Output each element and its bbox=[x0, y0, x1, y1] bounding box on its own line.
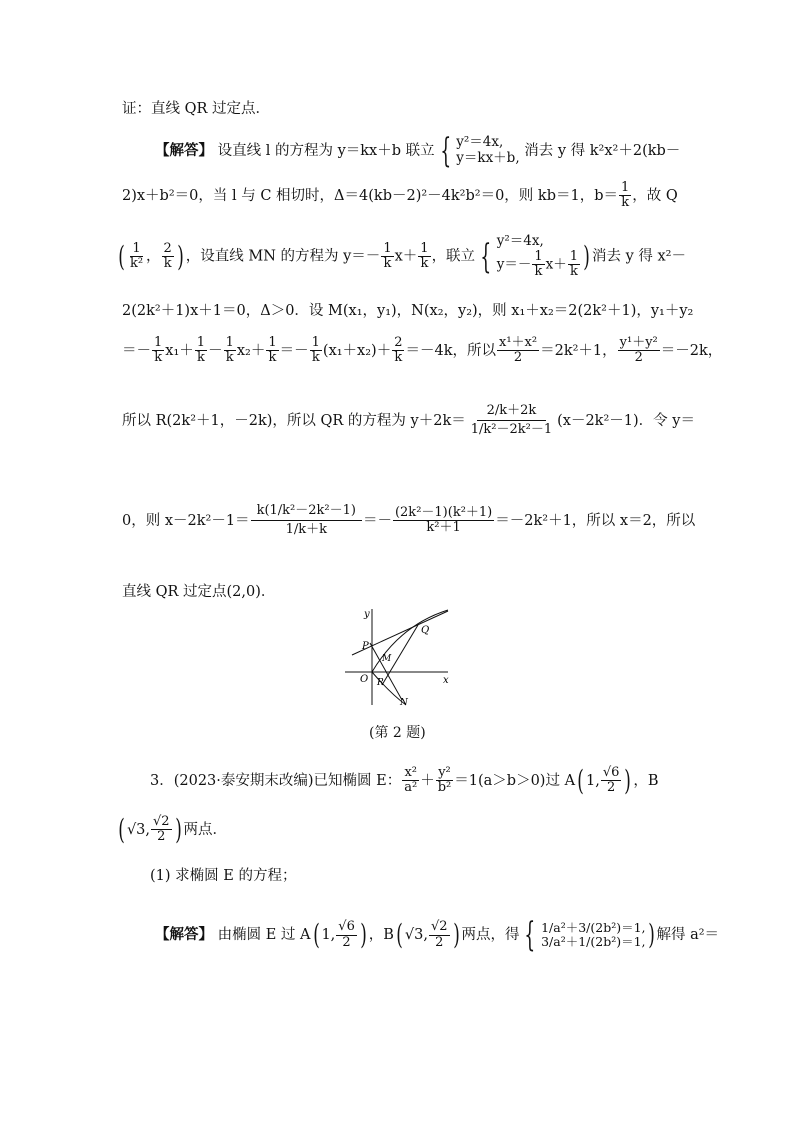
l8-num2: (2k²－1)(k²＋1) bbox=[394, 505, 493, 520]
p3-sqrt2: √2 bbox=[153, 814, 170, 829]
l4-n3: 1 bbox=[534, 248, 543, 264]
l6-d5: k bbox=[311, 350, 320, 366]
line-6 bbox=[122, 336, 722, 366]
l4-f1d: k² bbox=[129, 256, 144, 272]
l6-a: ＝－ bbox=[122, 342, 151, 359]
l4-d2: k bbox=[420, 256, 429, 272]
s3-c1: 1, bbox=[321, 927, 336, 943]
line-9: 直线 QR 过定点(2,0)． bbox=[122, 584, 276, 600]
s3-sqrt6: √6 bbox=[338, 919, 355, 935]
label-n: N bbox=[400, 698, 408, 708]
l4-a: ，设直线 MN 的方程为 y＝－ bbox=[185, 248, 381, 265]
l6-x1: x₁＋ bbox=[165, 342, 194, 359]
p3-y: y² bbox=[438, 765, 451, 780]
l6-c: (x₁＋x₂)＋ bbox=[322, 342, 392, 359]
solve-tag: 【解答】 bbox=[155, 142, 213, 159]
l4-n1: 1 bbox=[383, 240, 392, 256]
line-7 bbox=[122, 402, 695, 440]
l6-f-num: y¹＋y² bbox=[619, 335, 658, 350]
l4-sys2b: x＋ bbox=[545, 255, 567, 272]
l6-n6: 2 bbox=[394, 335, 403, 350]
l8-c: ＝－2k²＋1，所以 x＝2，所以 bbox=[495, 512, 696, 529]
l7-num: 2/k＋2k bbox=[477, 402, 547, 421]
s3-a: 由椭圆 E 过 A bbox=[217, 927, 311, 943]
l4-f1n: 1 bbox=[132, 240, 141, 256]
s3-eq2: 3/a²＋1/(2b²)＝1, bbox=[541, 934, 646, 949]
line-8 bbox=[122, 502, 695, 540]
s3-d: 解得 a²＝ bbox=[656, 927, 720, 943]
l2-a: 设直线 l 的方程为 y＝kx＋b 联立 bbox=[217, 143, 435, 159]
l4-d3: k bbox=[534, 263, 543, 279]
l4-d1: k bbox=[383, 256, 392, 272]
label-r: R bbox=[377, 678, 384, 688]
label-o: O bbox=[360, 674, 369, 685]
l4-b: x＋ bbox=[394, 248, 418, 265]
s3-sqrt2: √2 bbox=[430, 919, 448, 935]
l4-d: 消去 y 得 x²－ bbox=[591, 248, 686, 265]
l6-f-den: 2 bbox=[634, 350, 643, 366]
line-5: 2(2k²＋1)x＋1＝0，Δ＞0．设 M(x₁，y₁)，N(x₂，y₂)，则 x₁＋x₂＝2(2k²＋1)，y₁＋y₂ bbox=[122, 303, 694, 319]
p3-a: 3．(2023·泰安期末改编)已知椭圆 E： bbox=[150, 772, 402, 789]
line-2: 【解答】 设直线 l 的方程为 y＝kx＋b 联立 { y²＝4x, y＝kx＋b, 消去 y 得 k²x²＋2(kb－ bbox=[155, 131, 681, 171]
s3-2b: 2 bbox=[435, 934, 444, 950]
label-m: M bbox=[382, 654, 392, 664]
label-x: x bbox=[443, 675, 449, 686]
s3-b: ，B bbox=[368, 927, 394, 943]
l2-sys1: y²＝4x, bbox=[456, 134, 504, 151]
problem-3-line-2: ( √3, $\frac{√2}{2}$ ) 两点． bbox=[118, 812, 228, 846]
l3-a: 2)x＋b²＝0，当 l 与 C 相切时，Δ＝4(kb－2)²－4k²b²＝0，则 kb＝1，b＝ bbox=[122, 187, 618, 204]
p3-b2: b² bbox=[437, 780, 452, 796]
label-y: y bbox=[364, 609, 370, 620]
line-1: 证：直线 QR 过定点． bbox=[122, 101, 271, 117]
line-4: ( $\frac{1}{\text{k²}}$ ， $\frac{2}{k}$ ) ，设直线 MN 的方程为 y＝－ $\frac{1}{k}$ x＋ $\frac{1}{k}$ ，联立 { y²＝4x, y＝－ $\frac{1}{k}$ x＋ $\frac{1}{k}$ ) 消去 y 得 x²－ bbox=[118, 233, 686, 279]
l8-num1: k(1/k²－2k²－1) bbox=[251, 502, 362, 521]
figure-caption: (第 2 题) bbox=[369, 725, 426, 741]
s3-e: √3, bbox=[404, 927, 428, 943]
l6-d1: k bbox=[154, 350, 163, 366]
s3-eq1: 1/a²＋3/(2b²)＝1, bbox=[541, 919, 646, 935]
label-p: P bbox=[362, 641, 369, 652]
p3-c: 1, bbox=[585, 772, 600, 789]
l4-f2n: 2 bbox=[163, 240, 172, 256]
p3-a2: a² bbox=[404, 780, 418, 796]
l7-den: 1/k²－2k²－1 bbox=[470, 422, 553, 438]
l4-c: ，联立 bbox=[431, 248, 476, 265]
l6-d3: k bbox=[225, 350, 234, 366]
l6-d6: k bbox=[394, 350, 403, 366]
l4-sys2: y＝－ bbox=[496, 255, 532, 272]
l6-n4: 1 bbox=[268, 335, 277, 350]
line-3 bbox=[122, 181, 678, 211]
l4-comma: ， bbox=[146, 248, 161, 265]
l6-n1: 1 bbox=[154, 335, 163, 350]
l4-n4: 1 bbox=[569, 248, 579, 264]
l6-m: － bbox=[208, 342, 223, 359]
l6-x2: x₂＋ bbox=[236, 342, 266, 359]
l8-den2: k²＋1 bbox=[426, 520, 461, 536]
l4-sys1: y²＝4x, bbox=[496, 233, 544, 249]
s3-2a: 2 bbox=[342, 934, 351, 950]
l3-num: 1 bbox=[621, 180, 630, 195]
p3-x: x² bbox=[404, 765, 417, 780]
l6-n2: 1 bbox=[196, 335, 206, 350]
l4-f2d: k bbox=[163, 256, 172, 272]
l8-den1: 1/k＋k bbox=[285, 522, 327, 538]
l3-den: k bbox=[621, 195, 630, 211]
l6-n5: 1 bbox=[311, 335, 320, 350]
l6-n3: 1 bbox=[225, 335, 234, 350]
l6-e-num: x¹＋x² bbox=[499, 335, 538, 350]
p3-e: √3, bbox=[126, 821, 151, 838]
p3-sqrt6: √6 bbox=[602, 765, 620, 780]
l6-d4: k bbox=[268, 350, 277, 366]
p3-b: ＝1(a＞b＞0)过 A bbox=[454, 772, 576, 789]
problem-3-line-1: 3．(2023·泰安期末改编)已知椭圆 E： $\frac{\text{x²}}{\text{a²}}$ ＋ $\frac{\text{y²}}{\text{b²}}$ ＝1(a＞b＞0)过 A( 1, $\frac{√6}{2}$ ) ，B bbox=[150, 763, 659, 797]
l7-b: (x－2k²－1)．令 y＝ bbox=[557, 412, 695, 429]
l6-b: ＝－ bbox=[279, 342, 309, 359]
question-1: (1) 求椭圆 E 的方程； bbox=[150, 868, 297, 884]
s3-c: 两点，得 bbox=[461, 927, 520, 943]
figure-2 bbox=[340, 605, 455, 710]
l4-n2: 1 bbox=[420, 240, 429, 256]
p3-f: 两点． bbox=[183, 821, 228, 838]
p3-2: 2 bbox=[606, 780, 616, 796]
solve-tag-2: 【解答】 bbox=[155, 926, 213, 943]
p3-d: ，B bbox=[633, 772, 659, 789]
l6-e: ＝2k²＋1， bbox=[540, 342, 617, 359]
l6-d2: k bbox=[196, 350, 205, 366]
l2-sys2: y＝kx＋b, bbox=[456, 150, 520, 166]
label-q: Q bbox=[421, 625, 430, 636]
l8-a: 0，则 x－2k²－1＝ bbox=[122, 512, 250, 529]
l6-f: ＝－2k， bbox=[660, 342, 723, 359]
l7-a: 所以 R(2k²＋1，－2k)，所以 QR 的方程为 y＋2k＝ bbox=[122, 412, 466, 429]
l2-b: 消去 y 得 k²x²＋2(kb－ bbox=[524, 143, 681, 159]
l6-d: ＝－4k，所以 bbox=[405, 342, 496, 359]
l8-b: ＝－ bbox=[362, 512, 392, 529]
l6-e-den: 2 bbox=[513, 350, 523, 366]
l3-b: ，故 Q bbox=[632, 187, 678, 204]
p3-2b: 2 bbox=[157, 829, 166, 845]
solution-3-line: 【解答】 由椭圆 E 过 A( 1, $\frac{√6}{2}$ ) ，B( √3, $\frac{√2}{2}$ ) 两点，得 { 1/a²＋3/(2b²)＝1, 3/a²＋1/(2b²)＝1, ) 解得 a²＝ bbox=[155, 915, 720, 955]
l4-d4: k bbox=[569, 263, 578, 279]
